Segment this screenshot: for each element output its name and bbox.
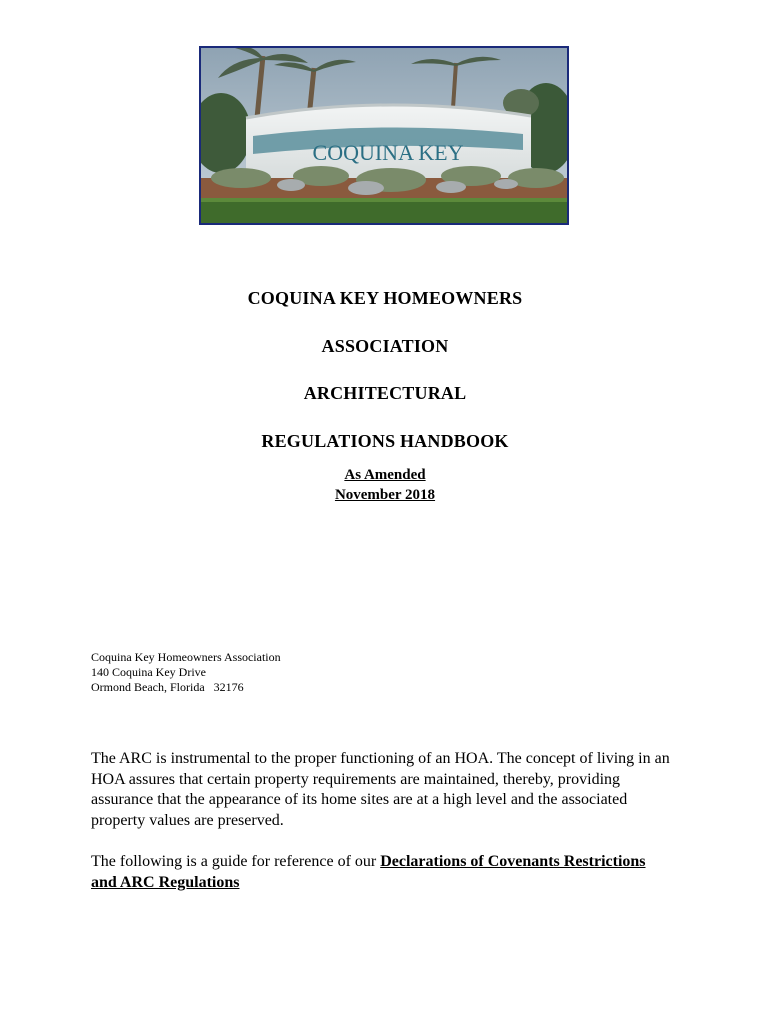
title-line-2: ASSOCIATION [321,336,449,356]
cover-photo [199,46,569,225]
address-org: Coquina Key Homeowners Association [91,650,281,664]
reference-paragraph [91,852,671,893]
entrance-sign-image [201,48,567,223]
title-line-1: COQUINA KEY HOMEOWNERS [247,288,523,308]
address-block [91,650,281,695]
amended-date: November 2018 [334,487,436,503]
address-street: 140 Coquina Key Drive [91,665,206,679]
title-line-3: ARCHITECTURAL [303,383,467,403]
declarations-reference: Declarations of Covenants Restrictions and ARC Regulations [91,853,646,891]
reference-text: The following is a guide for reference of our [91,853,381,870]
intro-paragraph: The ARC is instrumental to the proper functioning of an HOA. The concept of living in an HOA assures that certain property requirements are maintained, thereby, providing assurance that the appearance of its home sites are at a high level and the associated property values are preserved. [91,750,670,829]
title-line-4: REGULATIONS HANDBOOK [261,431,509,451]
address-city: Ormond Beach, Florida 32176 [91,680,244,694]
sign-text: COQUINA KEY [312,140,464,165]
amended-label: As Amended [344,467,426,483]
